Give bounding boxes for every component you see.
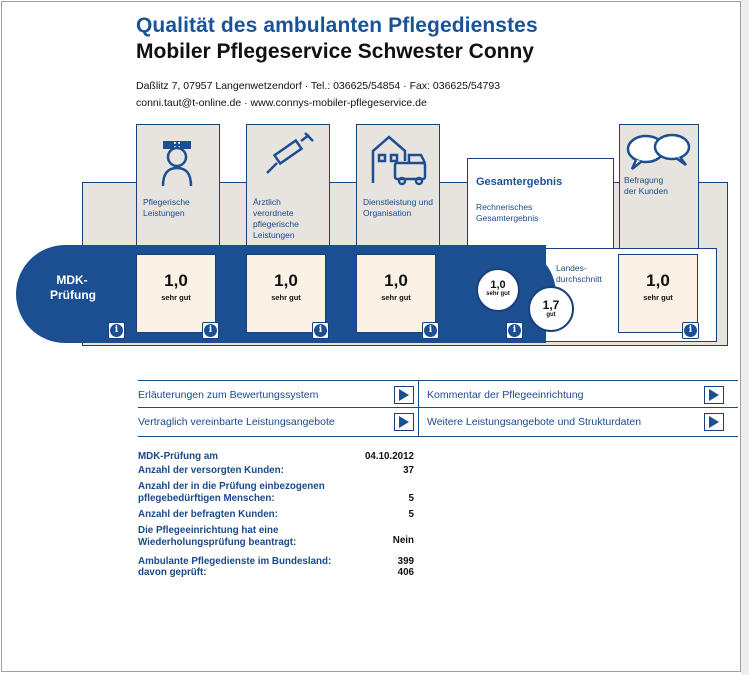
divider [418, 380, 419, 436]
detail-value: 5 [408, 493, 414, 504]
score-grade: sehr gut [161, 293, 191, 302]
score-value: 1,0 [646, 271, 670, 290]
info-icon[interactable]: i [202, 322, 219, 339]
state-average-value: 1,7 [542, 298, 560, 312]
overall-score-value: 1,0 [490, 279, 506, 291]
page-title: Qualität des ambulanten Pflegedienstes [136, 14, 538, 37]
divider [138, 380, 738, 381]
overall-result-box [467, 158, 614, 250]
detail-label: davon geprüft: [138, 567, 207, 578]
overall-subheading: Rechnerisches Gesamtergebnis [476, 202, 539, 223]
arrow-right-icon[interactable] [394, 386, 414, 404]
overall-heading: Gesamtergebnis [476, 176, 563, 188]
right-margin [741, 0, 749, 675]
provider-name: Mobiler Pflegeservice Schwester Conny [136, 40, 534, 63]
arrow-right-icon[interactable] [394, 413, 414, 431]
info-icon[interactable]: i [422, 322, 439, 339]
detail-value: 406 [397, 567, 414, 578]
info-icon[interactable]: i [108, 322, 125, 339]
nurse-icon [149, 131, 205, 192]
category-organisation [356, 124, 440, 250]
detail-value: 37 [403, 465, 414, 476]
score-value: 1,0 [384, 271, 408, 290]
overall-score-circle [476, 268, 520, 312]
overall-score-grade: sehr gut [486, 291, 510, 297]
link-contracted-services[interactable]: Vertraglich vereinbarte Leistungsangebote [138, 416, 335, 428]
speech-bubbles-icon [624, 131, 694, 180]
detail-value: Nein [392, 535, 414, 546]
category-medical [246, 124, 330, 250]
score-value: 1,0 [274, 271, 298, 290]
arrow-right-icon[interactable] [704, 413, 724, 431]
category-label: Dienstleistung und Organisation [363, 197, 433, 218]
link-further-services[interactable]: Weitere Leistungsangebote und Strukturdaten [427, 416, 642, 428]
link-explanations[interactable]: Erläuterungen zum Bewertungssystem [138, 389, 319, 401]
score-grade: sehr gut [271, 293, 301, 302]
score-value: 1,0 [164, 271, 188, 290]
detail-label: Anzahl der befragten Kunden: [138, 509, 278, 520]
address-line: Daßlitz 7, 07957 Langenwetzendorf · Tel.: 036625/54854 · Fax: 036625/54793 [136, 80, 501, 92]
link-comment[interactable]: Kommentar der Pflegeeinrichtung [427, 389, 584, 401]
state-average-circle [528, 286, 574, 332]
survey-label: Befragung der Kunden [624, 175, 668, 196]
detail-label: MDK-Prüfung am [138, 451, 219, 462]
category-label: Pflegerische Leistungen [143, 197, 190, 218]
state-average-label: Landes-durchschnitt [556, 263, 602, 284]
info-icon[interactable]: i [312, 322, 329, 339]
category-survey [619, 124, 699, 250]
divider [138, 436, 738, 437]
detail-label: Anzahl der versorgten Kunden: [138, 465, 284, 476]
info-icon[interactable]: i [506, 322, 523, 339]
info-icon[interactable]: i [682, 322, 699, 339]
category-label: Ärztlich verordnete pflegerische Leistungen [253, 197, 299, 240]
detail-value: 04.10.2012 [364, 451, 414, 462]
divider [138, 407, 738, 408]
detail-value: 5 [408, 509, 414, 520]
syringe-icon [259, 131, 319, 186]
arrow-right-icon[interactable] [704, 386, 724, 404]
detail-label: Ambulante Pflegedienste im Bundesland: [138, 556, 332, 567]
score-grade: sehr gut [643, 293, 673, 302]
building-vehicle-icon [369, 131, 433, 192]
detail-label: Die Pflegeeinrichtung hat eine Wiederholungsprüfung beantragt: [138, 525, 297, 548]
detail-label: Anzahl der in die Prüfung einbezogenen pflegebedürftigen Menschen: [138, 481, 325, 504]
score-grade: sehr gut [381, 293, 411, 302]
mdk-label: MDK-Prüfung [50, 273, 96, 302]
category-care [136, 124, 220, 250]
detail-value: 399 [397, 556, 414, 567]
contact-line: conni.taut@t-online.de · www.connys-mobiler-pflegeservice.de [136, 97, 427, 109]
state-average-grade: gut [546, 312, 556, 318]
